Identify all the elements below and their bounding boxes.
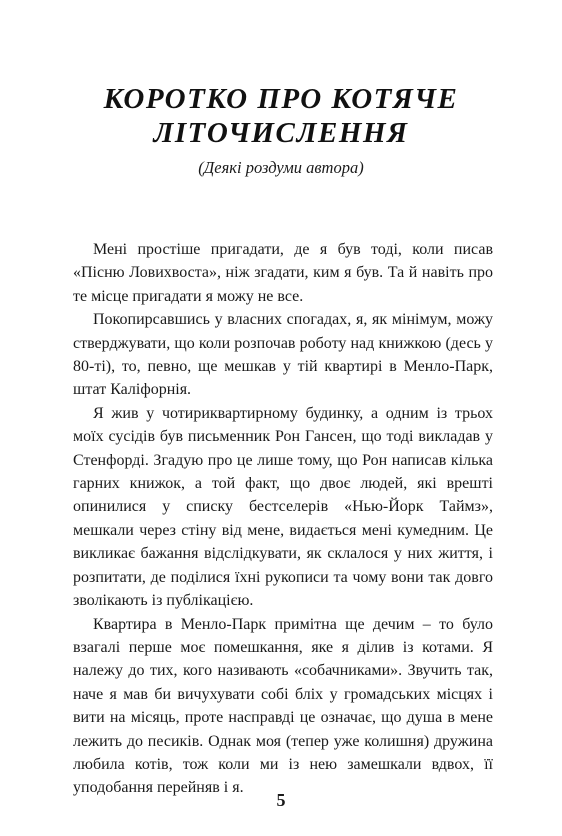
body-text bbox=[73, 238, 493, 800]
paragraph-1: Мені простіше пригадати, де я був тоді, коли писав «Пісню Ловихвоста», ніж згадати, ким я був. Та й навіть про те місце пригадати я можу не все. bbox=[73, 241, 493, 305]
paragraph-2: Покопирсавшись у власних спогадах, я, як мінімум, можу стверджувати, що коли розпочав роботу над книжкою (десь у 80-ті), то, певно, ще мешкав у тій квартирі в Менло-Парк, штат Каліфорнія. bbox=[73, 311, 493, 399]
paragraph-3: Я жив у чотириквартирному будинку, а одним із трьох моїх сусідів був письменник Рон Гансен, що тоді викладав у Стенфорді. Згадую про це лише тому, що Рон написав кілька гарних книжок, а той факт, що двоє людей, які врешті опинилися у списку бестселерів «Нью-Йорк Таймз», мешкали через стіну від мене, видається мені кумедним. Це викликає бажання відслідкувати, як склалося у них життя, і розпитати, де поділися їхні рукописи та чому вони так довго зволікають із публікацією. bbox=[73, 404, 493, 610]
page-number: 5 bbox=[276, 790, 286, 810]
paragraph-4: Квартира в Менло-Парк примітна ще дечим – то було взагалі перше моє помешкання, яке я ділив із котами. Я належу до тих, кого називають «собачниками». Звучить так, наче я мав би вичухувати собі бліх у громадських місцях і вити на місяць, проте насправді це означає, що душа в мене лежить до песиків. Однак моя (тепер уже колишня) дружина любила котів, тож коли ми із нею замешкали вдвох, її уподобання перейняв і я. bbox=[73, 615, 493, 797]
chapter-subtitle: (Деякі роздуми автора) bbox=[198, 158, 364, 177]
chapter-title-line-1: КОРОТКО ПРО КОТЯЧЕ bbox=[103, 83, 459, 115]
chapter-title-line-2: ЛІТОЧИСЛЕННЯ bbox=[153, 117, 409, 149]
